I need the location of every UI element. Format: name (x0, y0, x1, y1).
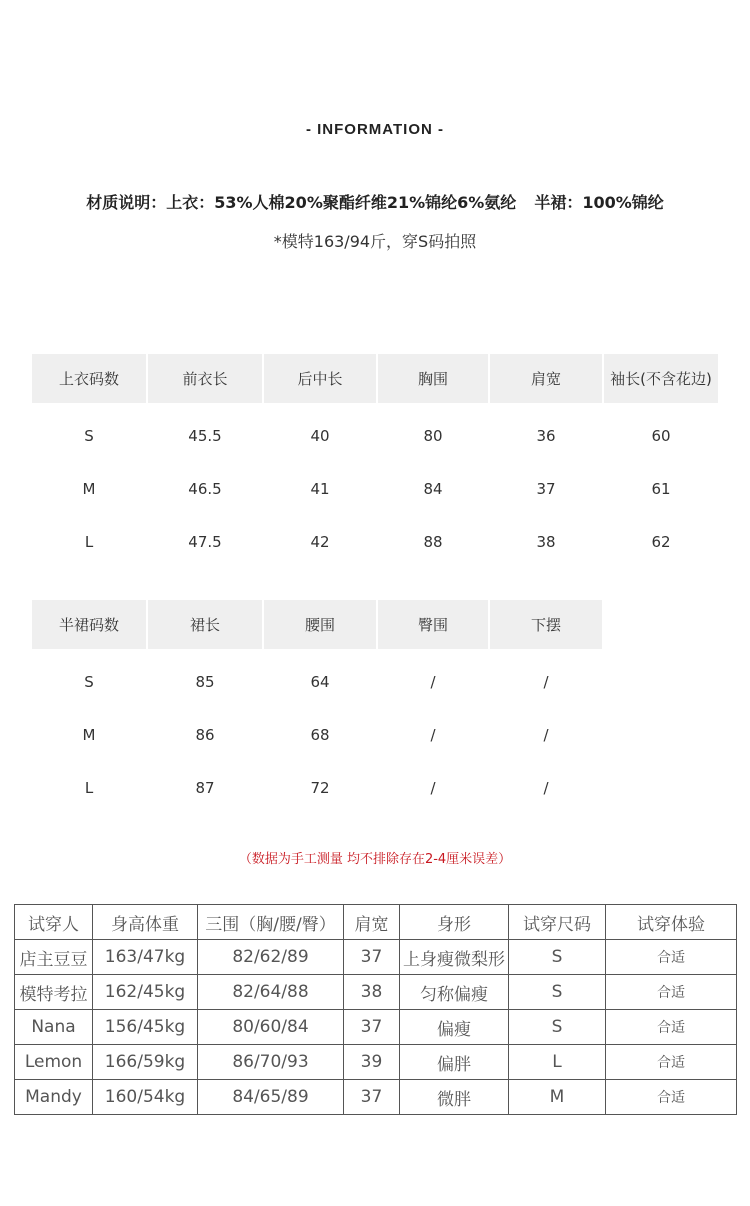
trial-header-cell: 试穿尺码 (509, 905, 606, 940)
trial-table (14, 904, 737, 1115)
trial-header-cell: 试穿人 (15, 905, 93, 940)
table-cell: 37 (344, 1010, 400, 1045)
table-row (15, 1010, 737, 1045)
information-heading: - INFORMATION - (305, 121, 445, 138)
table-cell: 84/65/89 (198, 1080, 344, 1115)
skirt-size-header-cell: 臀围 (378, 600, 488, 649)
table-row (32, 462, 718, 515)
table-cell: 87 (195, 779, 215, 798)
table-cell: 156/45kg (93, 1010, 198, 1045)
table-cell: 163/47kg (93, 940, 198, 975)
table-cell: M (509, 1080, 606, 1115)
table-cell: 合适 (606, 1080, 737, 1115)
table-cell: 模特考拉 (15, 975, 93, 1010)
table-cell: 166/59kg (93, 1045, 198, 1080)
table-cell: 上身瘦微梨形 (400, 940, 509, 975)
table-cell: 40 (310, 426, 330, 445)
table-cell: 88 (423, 533, 443, 552)
table-cell: 61 (651, 479, 671, 498)
table-cell: 38 (536, 533, 556, 552)
table-cell: 162/45kg (93, 975, 198, 1010)
table-cell: / (543, 725, 549, 744)
trial-header-row (15, 905, 737, 940)
table-cell: 62 (651, 533, 671, 552)
table-row (15, 1080, 737, 1115)
table-cell: 64 (310, 672, 330, 691)
measurement-note: （数据为手工测量 均不排除存在2-4厘米误差） (238, 852, 512, 867)
table-cell: 偏胖 (400, 1045, 509, 1080)
table-cell: 86 (195, 725, 215, 744)
table-row (15, 1045, 737, 1080)
table-cell: 店主豆豆 (15, 940, 93, 975)
table-cell: L (509, 1045, 606, 1080)
material-description (0, 190, 750, 213)
skirt-size-table (30, 600, 720, 815)
table-cell: 37 (344, 1080, 400, 1115)
table-cell: 38 (344, 975, 400, 1010)
table-row (32, 403, 718, 462)
skirt-size-header-cell: 半裙码数 (32, 600, 146, 649)
table-cell: 偏瘦 (400, 1010, 509, 1045)
trial-header-cell: 试穿体验 (606, 905, 737, 940)
table-cell: L (84, 779, 94, 798)
table-cell: 37 (344, 940, 400, 975)
table-cell: 合适 (606, 1045, 737, 1080)
table-cell: 合适 (606, 975, 737, 1010)
table-cell: 72 (310, 779, 330, 798)
trial-header-cell: 身高体重 (93, 905, 198, 940)
table-cell: M (82, 479, 96, 498)
table-cell: Lemon (15, 1045, 93, 1080)
table-cell: 82/64/88 (198, 975, 344, 1010)
top-size-header-cell: 肩宽 (490, 354, 602, 403)
material-skirt-text: 半裙：100%锦纶 (534, 193, 664, 212)
top-size-header-cell: 袖长(不含花边) (604, 354, 718, 403)
trial-header-cell: 肩宽 (344, 905, 400, 940)
table-cell: / (430, 672, 436, 691)
skirt-size-header-cell: 腰围 (264, 600, 376, 649)
table-cell: 160/54kg (93, 1080, 198, 1115)
table-cell: / (543, 779, 549, 798)
material-top-text: 材质说明：上衣：53%人棉20%聚酯纤维21%锦纶6%氨纶 (86, 193, 517, 212)
table-cell: / (543, 672, 549, 691)
empty-cell (604, 762, 718, 815)
top-size-table (30, 354, 720, 569)
table-cell: 60 (651, 426, 671, 445)
table-cell: 68 (310, 725, 330, 744)
table-cell: 80/60/84 (198, 1010, 344, 1045)
table-cell: 微胖 (400, 1080, 509, 1115)
table-cell: 36 (536, 426, 556, 445)
table-cell: 45.5 (188, 426, 222, 445)
table-row (32, 649, 718, 708)
table-cell: 80 (423, 426, 443, 445)
table-cell: 合适 (606, 1010, 737, 1045)
table-cell: S (509, 940, 606, 975)
table-cell: S (84, 426, 94, 445)
table-cell: S (84, 672, 94, 691)
table-cell: 84 (423, 479, 443, 498)
table-cell: / (430, 779, 436, 798)
empty-cell (604, 600, 718, 649)
trial-header-cell: 三围（胸/腰/臀） (198, 905, 344, 940)
table-cell: Nana (15, 1010, 93, 1045)
table-cell: / (430, 725, 436, 744)
table-cell: S (509, 1010, 606, 1045)
empty-cell (604, 708, 718, 761)
skirt-size-header-row (32, 600, 718, 649)
table-row (32, 762, 718, 815)
top-size-header-cell: 后中长 (264, 354, 376, 403)
table-row (15, 940, 737, 975)
table-cell: Mandy (15, 1080, 93, 1115)
table-cell: 82/62/89 (198, 940, 344, 975)
table-cell: 46.5 (188, 479, 222, 498)
top-size-header-row (32, 354, 718, 403)
skirt-size-header-cell: 裙长 (148, 600, 262, 649)
table-cell: 85 (195, 672, 215, 691)
table-cell: 41 (310, 479, 330, 498)
trial-header-cell: 身形 (400, 905, 509, 940)
top-size-header-cell: 胸围 (378, 354, 488, 403)
table-cell: 42 (310, 533, 330, 552)
table-cell: 37 (536, 479, 556, 498)
table-cell: S (509, 975, 606, 1010)
table-cell: 39 (344, 1045, 400, 1080)
skirt-size-header-cell: 下摆 (490, 600, 602, 649)
table-row (32, 516, 718, 569)
table-cell: 合适 (606, 940, 737, 975)
model-note: *模特163/94斤，穿S码拍照 (273, 232, 477, 251)
table-row (32, 708, 718, 761)
table-cell: 86/70/93 (198, 1045, 344, 1080)
table-cell: 47.5 (188, 533, 222, 552)
table-cell: M (82, 725, 96, 744)
table-cell: 匀称偏瘦 (400, 975, 509, 1010)
table-row (15, 975, 737, 1010)
top-size-header-cell: 前衣长 (148, 354, 262, 403)
table-cell: L (84, 533, 94, 552)
empty-cell (604, 649, 718, 708)
top-size-header-cell: 上衣码数 (32, 354, 146, 403)
